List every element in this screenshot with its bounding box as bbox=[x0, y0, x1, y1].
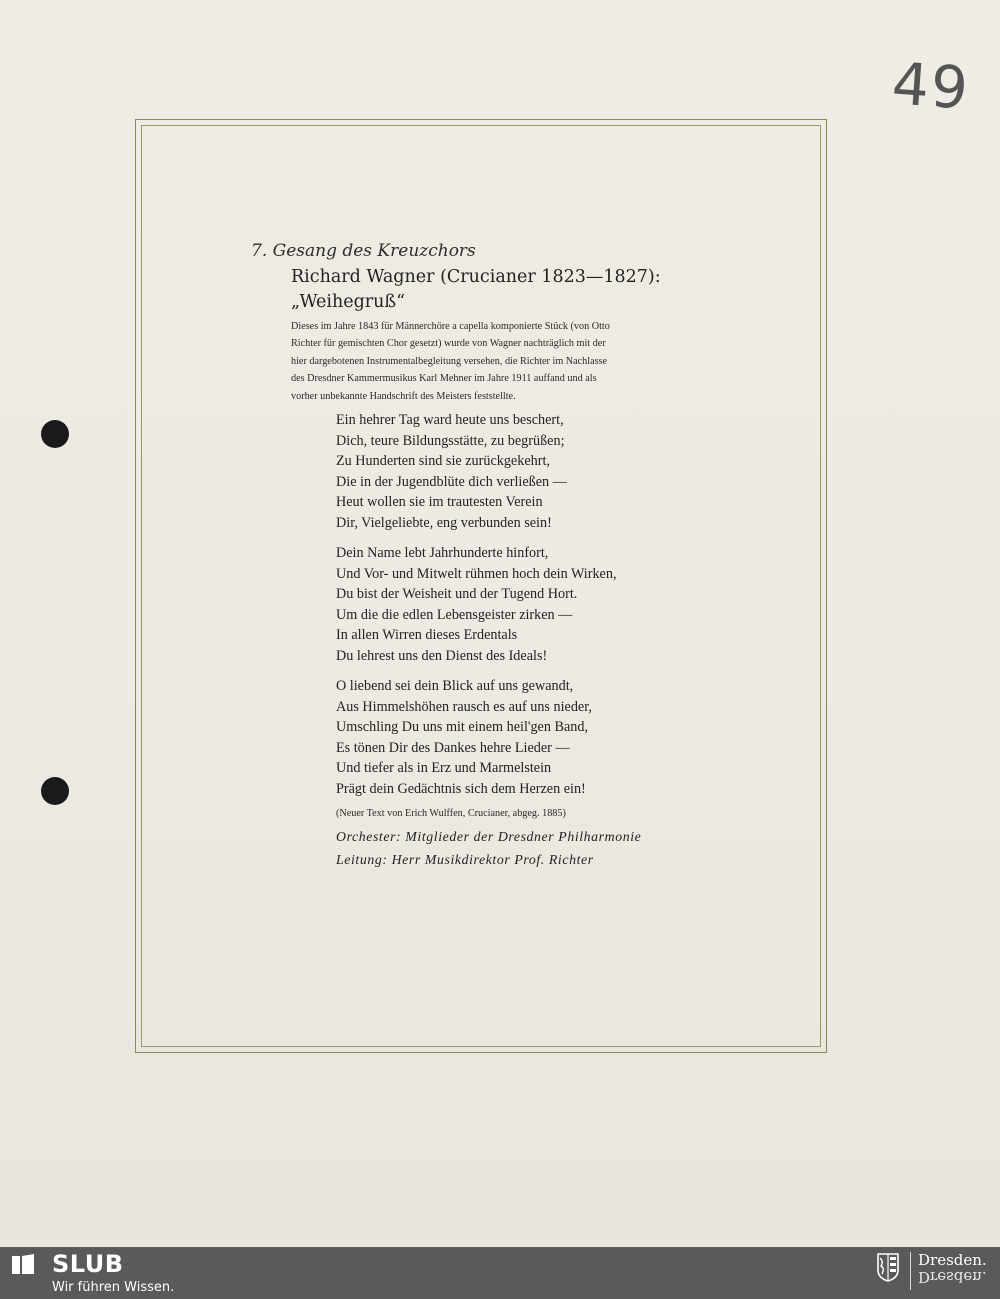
poem-line: Heut wollen sie im trautesten Verein bbox=[336, 494, 543, 510]
dresden-crest-icon[interactable] bbox=[876, 1252, 900, 1282]
work-description bbox=[291, 318, 671, 405]
poem-line: Dir, Vielgeliebte, eng verbunden sein! bbox=[336, 514, 552, 531]
poem-line: Aus Himmelshöhen rausch es auf uns nieder, bbox=[336, 698, 592, 715]
handwritten-page-number: 49 bbox=[889, 49, 973, 123]
footer-divider bbox=[910, 1252, 911, 1290]
poem-stanza-1 bbox=[336, 410, 676, 533]
description-line: Dieses im Jahre 1843 für Männerchöre a capella komponierte Stück (von Otto bbox=[291, 321, 610, 332]
poem-line: Um die die edlen Lebensgeister zirken — bbox=[336, 606, 573, 623]
composer-heading: Richard Wagner (Crucianer 1823—1827): bbox=[291, 267, 661, 287]
slub-logo-icon[interactable] bbox=[10, 1252, 38, 1276]
description-line: Richter für gemischten Chor gesetzt) wurde von Wagner nachträglich mit der bbox=[291, 338, 606, 350]
poem-line: Ein hehrer Tag ward heute uns beschert, bbox=[336, 412, 564, 428]
poem-line: Und tiefer als in Erz und Marmelstein bbox=[336, 760, 552, 776]
orchestra-credit: Orchester: Mitglieder der Dresdner Philharmonie bbox=[336, 829, 642, 844]
section-title: 7. Gesang des Kreuzchors bbox=[251, 241, 476, 261]
description-line: vorher unbekannte Handschrift des Meisters feststellte. bbox=[291, 390, 516, 402]
description-line: des Dresdner Kammermusikus Karl Mehner im Jahre 1911 auffand und als bbox=[291, 373, 597, 385]
poem-stanza-2 bbox=[336, 543, 676, 666]
poem-line: Dich, teure Bildungsstätte, zu begrüßen; bbox=[336, 432, 565, 449]
poem-line: Es tönen Dir des Dankes hehre Lieder — bbox=[336, 739, 570, 756]
poem-line: In allen Wirren dieses Erdentals bbox=[336, 627, 518, 643]
poem-stanza-3 bbox=[336, 676, 676, 799]
poem-line: Umschling Du uns mit einem heil'gen Band, bbox=[336, 719, 588, 735]
poem-line: Zu Hunderten sind sie zurückgekehrt, bbox=[336, 453, 550, 469]
poem-line: Und Vor- und Mitwelt rühmen hoch dein Wirken, bbox=[336, 565, 617, 582]
poem-line: Du lehrest uns den Dienst des Ideals! bbox=[336, 647, 548, 664]
poem-line: Prägt dein Gedächtnis sich dem Herzen ein! bbox=[336, 780, 586, 797]
conductor-credit: Leitung: Herr Musikdirektor Prof. Richter bbox=[336, 852, 594, 867]
work-title: „Weihegruß“ bbox=[291, 292, 406, 312]
poem-line: Du bist der Weisheit und der Tugend Hort. bbox=[336, 586, 578, 602]
dresden-wordmark[interactable]: Dresden. bbox=[918, 1251, 987, 1269]
slub-tagline: Wir führen Wissen. bbox=[52, 1280, 175, 1295]
text-credit: (Neuer Text von Erich Wulffen, Crucianer, abgeg. 1885) bbox=[336, 808, 566, 819]
poem-line: O liebend sei dein Blick auf uns gewandt, bbox=[336, 678, 574, 694]
dresden-wordmark-reflection: Dresden. bbox=[918, 1268, 987, 1286]
poem-line: Die in der Jugendblüte dich verließen — bbox=[336, 473, 567, 490]
slub-name[interactable]: SLUB bbox=[52, 1250, 124, 1278]
description-line: hier dargebotenen Instrumentalbegleitung versehen, die Richter im Nachlasse bbox=[291, 355, 608, 367]
poem-line: Dein Name lebt Jahrhunderte hinfort, bbox=[336, 545, 549, 561]
